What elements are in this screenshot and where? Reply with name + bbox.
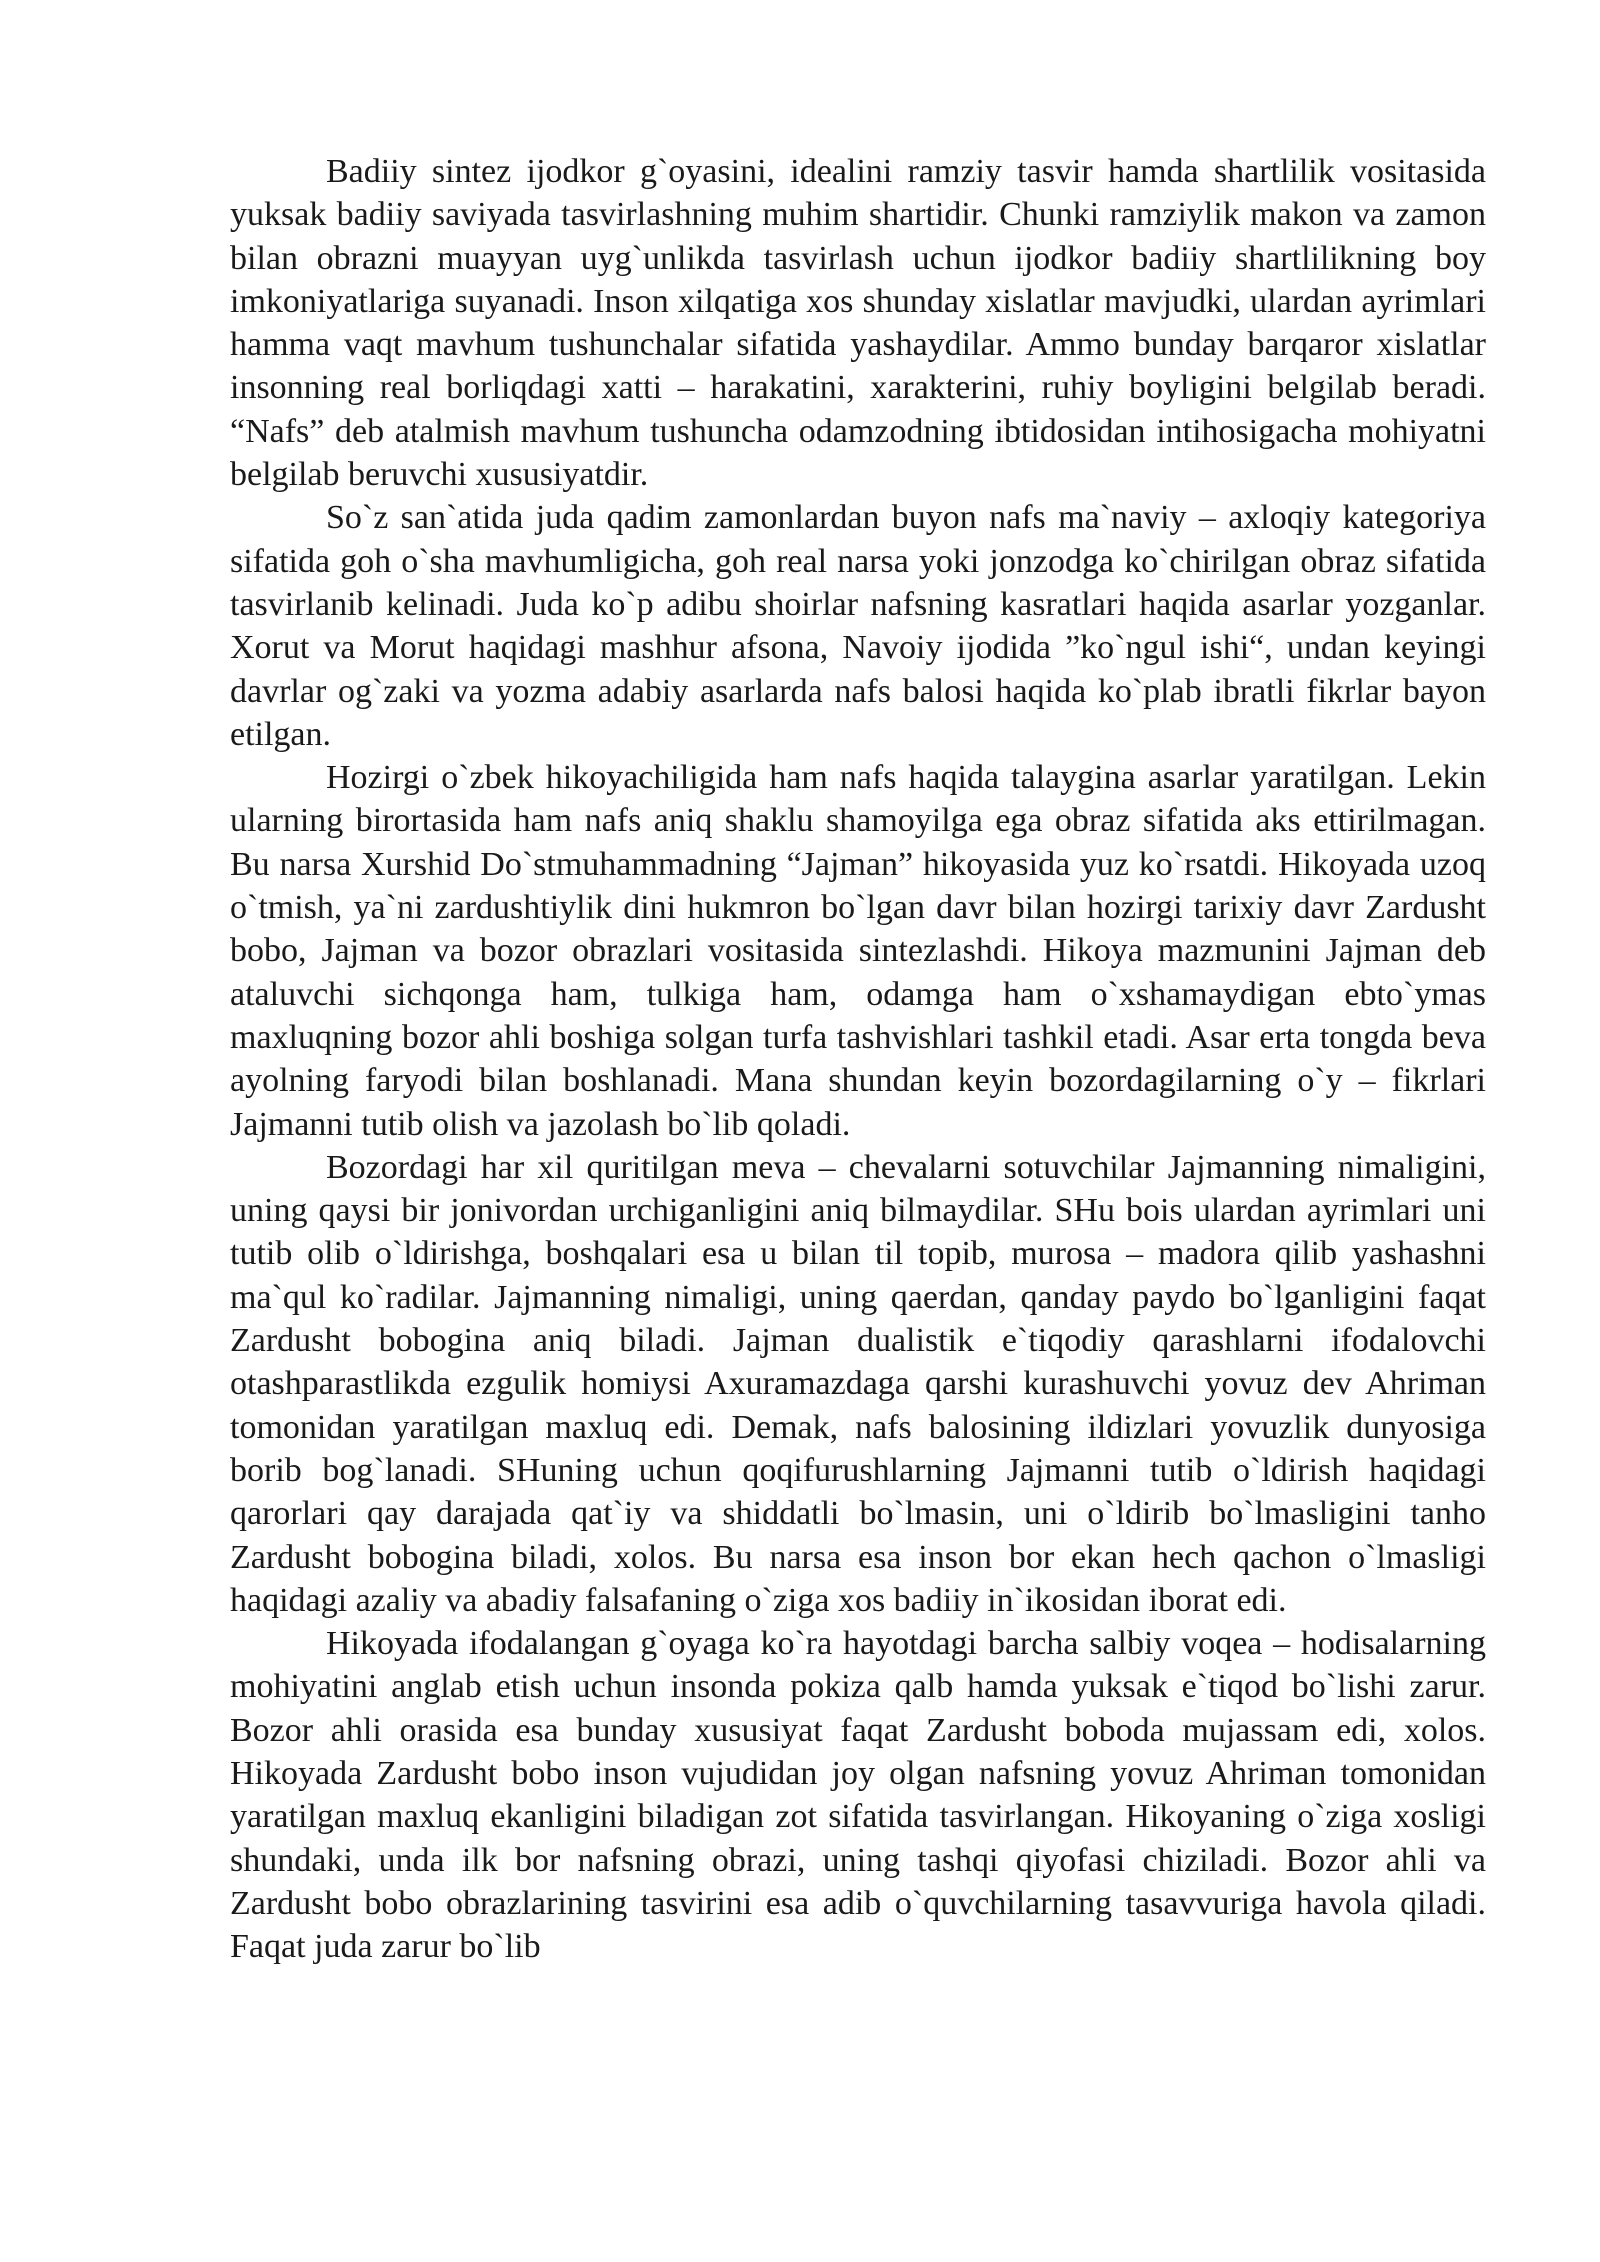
document-page — [230, 150, 1486, 1968]
paragraph-2: So`z san`atida juda qadim zamonlardan buyon nafs ma`naviy – axloqiy kategoriya sifatida goh o`sha mavhumligicha, goh real narsa yoki jonzodga ko`chirilgan obraz sifatida tasvirlanib kelinadi. Juda ko`p adibu shoirlar nafsning kasratlari haqida asarlar yozganlar. Xorut va Morut haqidagi mashhur afsona, Navoiy ijodida ”ko`ngul ishi“, undan keyingi davrlar og`zaki va yozma adabiy asarlarda nafs balosi haqida ko`plab ibratli fikrlar bayon etilgan. — [230, 499, 1486, 753]
paragraph-4: Bozordagi har xil quritilgan meva – chevalarni sotuvchilar Jajmanning nimaligini, uning qaysi bir jonivordan urchiganligini aniq bilmaydilar. SHu bois ulardan ayrimlari uni tutib olib o`ldirishga, boshqalari esa u bilan til topib, murosa – madora qilib yashashni ma`qul ko`radilar. Jajmanning nimaligi, uning qaerdan, qanday paydo bo`lganligini faqat Zardusht bobogina aniq biladi. Jajman dualistik e`tiqodiy qarashlarni ifodalovchi otashparastlikda ezgulik homiysi Axuramazdaga qarshi kurashuvchi yovuz dev Ahriman tomonidan yaratilgan maxluq edi. Demak, nafs balosining ildizlari yovuzlik dunyosiga borib bog`lanadi. SHuning uchun qoqifurushlarning Jajmanni tutib o`ldirish haqidagi qarorlari qay darajada qat`iy va shiddatli bo`lmasin, uni o`ldirib bo`lmasligini tanho Zardusht bobogina biladi, xolos. Bu narsa esa inson bor ekan hech qachon o`lmasligi haqidagi azaliy va abadiy falsafaning o`ziga xos badiiy in`ikosidan iborat edi. — [230, 1148, 1486, 1619]
paragraph-3: Hozirgi o`zbek hikoyachiligida ham nafs haqida talaygina asarlar yaratilgan. Lekin ularning birortasida ham nafs aniq shaklu shamoyilga ega obraz sifatida aks ettirilmagan. Bu narsa Xurshid Do`stmuhammadning “Jajman” hikoyasida yuz ko`rsatdi. Hikoyada uzoq o`tmish, ya`ni zardushtiylik dini hukmron bo`lgan davr bilan hozirgi tarixiy davr Zardusht bobo, Jajman va bozor obrazlari vositasida sintezlashdi. Hikoya mazmunini Jajman deb ataluvchi sichqonga ham, tulkiga ham, odamga ham o`xshamaydigan ebto`ymas maxluqning bozor ahli boshiga solgan turfa tashvishlari tashkil etadi. Asar erta tongda beva ayolning faryodi bilan boshlanadi. Mana shundan keyin bozordagilarning o`y – fikrlari Jajmanni tutib olish va jazolash bo`lib qoladi. — [230, 759, 1486, 1143]
paragraph-1: Badiiy sintez ijodkor g`oyasini, idealini ramziy tasvir hamda shartlilik vositasida yuksak badiiy saviyada tasvirlashning muhim shartidir. Chunki ramziylik makon va zamon bilan obrazni muayyan uyg`unlikda tasvirlash uchun ijodkor badiiy shartlilikning boy imkoniyatlariga suyanadi. Inson xilqatiga xos shunday xislatlar mavjudki, ulardan ayrimlari hamma vaqt mavhum tushunchalar sifatida yashaydilar. Ammo bunday barqaror xislatlar insonning real borliqdagi xatti – harakatini, xarakterini, ruhiy boyligini belgilab beradi. “Nafs” deb atalmish mavhum tushuncha odamzodning ibtidosidan intihosigacha mohiyatni belgilab beruvchi xususiyatdir. — [230, 153, 1486, 494]
paragraph-5: Hikoyada ifodalangan g`oyaga ko`ra hayotdagi barcha salbiy voqea – hodisalarning mohiyatini anglab etish uchun insonda pokiza qalb hamda yuksak e`tiqod bo`lishi zarur. Bozor ahli orasida esa bunday xususiyat faqat Zardusht boboda mujassam edi, xolos. Hikoyada Zardusht bobo inson vujudidan joy olgan nafsning yovuz Ahriman tomonidan yaratilgan maxluq ekanligini biladigan zot sifatida tasvirlangan. Hikoyaning o`ziga xosligi shundaki, unda ilk bor nafsning obrazi, uning tashqi qiyofasi chiziladi. Bozor ahli va Zardusht bobo obrazlarining tasvirini esa adib o`quvchilarning tasavvuriga havola qiladi. Faqat juda zarur bo`lib — [230, 1625, 1486, 1966]
